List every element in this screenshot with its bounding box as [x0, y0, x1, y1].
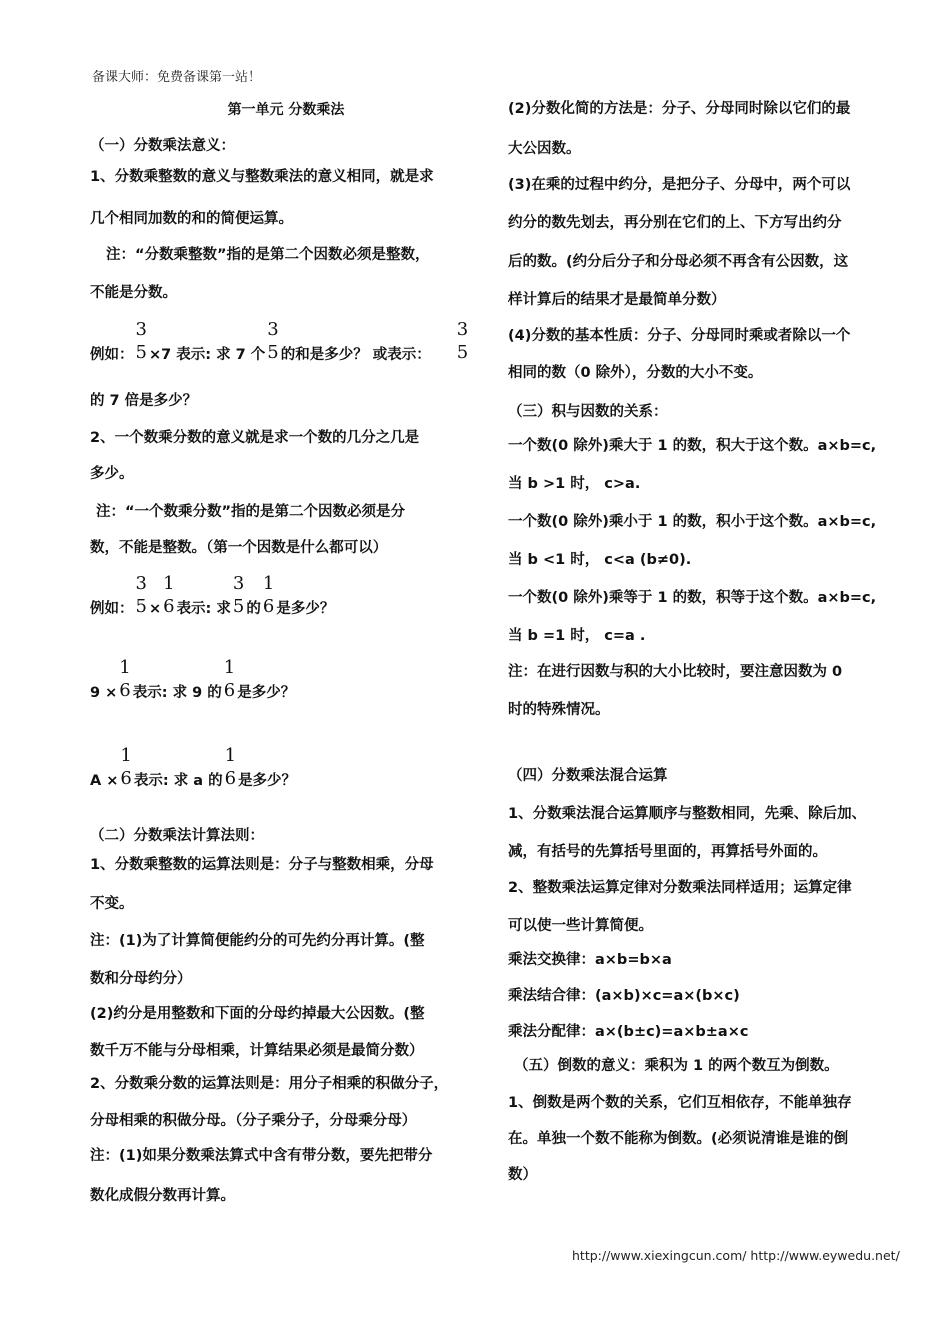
example-2: 例如： 3 5 × 1 6 表示: 求 3 5 的 1 6 是多少？ — [90, 573, 335, 617]
fraction-one-sixth: 1 6 — [163, 573, 175, 617]
relation-note-line-b: 时的特殊情况。 — [508, 702, 610, 718]
rule-2-note-line-b: 数化成假分数再计算。 — [90, 1188, 235, 1204]
fraction-three-fifths: 3 5 — [267, 319, 279, 363]
rule-1-note-line-a: 注：(1)为了计算简便能约分的可先约分再计算。(整 — [90, 933, 425, 949]
mixed-1-line-a: 1、分数乘法混合运算顺序与整数相同，先乘、除后加、 — [508, 806, 867, 822]
section-1-heading: （一）分数乘法意义： — [90, 138, 235, 154]
mixed-2-line-a: 2、整数乘法运算定律对分数乘法同样适用；运算定律 — [508, 880, 852, 896]
relation-2-line-a: 一个数(0 除外)乘小于 1 的数，积小于这个数。a×b=c, — [508, 514, 877, 530]
reciprocal-1-line-a: 1、倒数是两个数的关系，它们互相依存，不能单独存 — [508, 1095, 852, 1111]
relation-2-line-b: 当 b <1 时， c<a (b≠0). — [508, 552, 692, 568]
footer-links: http://www.xiexingcun.com/ http://www.eywedu.net/ — [572, 1248, 900, 1263]
meaning-1-line-b: 几个相同加数的和的简便运算。 — [90, 211, 293, 227]
note-3-line-a: (3)在乘的过程中约分，是把分子、分母中，两个可以 — [508, 177, 851, 193]
meaning-2-line-b: 多少。 — [90, 466, 134, 482]
fraction-three-fifths: 3 5 — [456, 319, 469, 363]
note-3-line-c: 后的数。(约分后分子和分母必须不再含有公因数，这 — [508, 254, 849, 270]
note-3-line-b: 约分的数先划去，再分别在它们的上、下方写出约分 — [508, 215, 842, 231]
rule-2-note-line-a: 注：(1)如果分数乘法算式中含有带分数，要先把带分 — [90, 1148, 433, 1164]
rule-1-line-a: 1、分数乘整数的运算法则是：分子与整数相乘，分母 — [90, 857, 434, 873]
note-1-line-b: 不能是分数。 — [90, 285, 177, 301]
note-2-simplify-line-b: 大公因数。 — [508, 141, 581, 157]
rule-1-note-2-line-b: 数千万不能与分母相乘，计算结果必须是最简分数） — [90, 1043, 424, 1059]
relation-note-line-a: 注：在进行因数与积的大小比较时，要注意因数为 0 — [508, 664, 843, 680]
rule-1-note-2-line-a: (2)约分是用整数和下面的分母约掉最大公因数。(整 — [90, 1006, 425, 1022]
section-5-heading: （五）倒数的意义：乘积为 1 的两个数互为倒数。 — [514, 1058, 839, 1074]
fraction-one-sixth: 1 6 — [119, 657, 131, 701]
rule-1-line-b: 不变。 — [90, 896, 134, 912]
meaning-2-line-a: 2、一个数乘分数的意义就是求一个数的几分之几是 — [90, 430, 420, 446]
note-4-line-a: (4)分数的基本性质：分子、分母同时乘或者除以一个 — [508, 328, 851, 344]
rule-2-line-b: 分母相乘的积做分母。（分子乘分子，分母乘分母） — [90, 1113, 417, 1129]
note-2-line-a: 注：“一个数乘分数”指的是第二个因数必须是分 — [96, 504, 406, 520]
example-3: 9 × 1 6 表示: 求 9 的 1 6 是多少？ — [90, 657, 296, 701]
note-1-line-a: 注：“分数乘整数”指的是第二个因数必须是整数， — [106, 247, 430, 263]
meaning-1-line-a: 1、分数乘整数的意义与整数乘法的意义相同，就是求 — [90, 169, 434, 185]
relation-1-line-b: 当 b >1 时， c>a. — [508, 476, 641, 492]
fraction-one-sixth: 1 6 — [223, 657, 236, 701]
note-2-line-b: 数，不能是整数。（第一个因数是什么都可以） — [90, 540, 388, 556]
rule-2-line-a: 2、分数乘分数的运算法则是：用分子相乘的积做分子， — [90, 1076, 449, 1092]
fraction-one-sixth: 1 6 — [224, 745, 237, 789]
example-1: 例如： 3 5 ×7 表示: 求 7 个 3 5 的和是多少？ 或表示： 3 5 — [90, 319, 469, 363]
left-column — [90, 96, 482, 1212]
reciprocal-1-line-c: 数） — [508, 1167, 537, 1183]
right-column — [508, 96, 900, 1194]
page-header: 备课大师：免费备课第一站！ — [92, 70, 262, 85]
commutative-law: 乘法交换律：a×b=b×a — [508, 952, 672, 968]
relation-1-line-a: 一个数(0 除外)乘大于 1 的数，积大于这个数。a×b=c, — [508, 438, 877, 454]
fraction-three-fifths: 3 5 — [135, 573, 147, 617]
note-3-line-d: 样计算后的结果才是最简单分数） — [508, 292, 726, 308]
example-4: A × 1 6 表示: 求 a 的 1 6 是多少？ — [90, 745, 297, 789]
mixed-2-line-b: 可以使一些计算简便。 — [508, 918, 653, 934]
fraction-three-fifths: 3 5 — [135, 319, 147, 363]
unit-title: 第一单元 分数乘法 — [227, 102, 345, 118]
relation-3-line-a: 一个数(0 除外)乘等于 1 的数，积等于这个数。a×b=c, — [508, 590, 877, 606]
example-1-continued: 的 7 倍是多少？ — [90, 393, 198, 409]
rule-1-note-line-b: 数和分母约分） — [90, 971, 192, 987]
reciprocal-1-line-b: 在。单独一个数不能称为倒数。(必须说清谁是谁的倒 — [508, 1131, 849, 1147]
note-2-simplify-line-a: (2)分数化简的方法是：分子、分母同时除以它们的最 — [508, 101, 851, 117]
relation-3-line-b: 当 b =1 时， c=a . — [508, 628, 646, 644]
note-4-line-b: 相同的数（0 除外），分数的大小不变。 — [508, 365, 763, 381]
section-4-heading: （四）分数乘法混合运算 — [508, 768, 668, 784]
section-3-heading: （三）积与因数的关系： — [508, 404, 668, 420]
fraction-three-fifths: 3 5 — [232, 573, 245, 617]
associative-law: 乘法结合律：(a×b)×c=a×(b×c) — [508, 988, 740, 1004]
fraction-one-sixth: 1 6 — [262, 573, 275, 617]
fraction-one-sixth: 1 6 — [120, 745, 132, 789]
mixed-1-line-b: 减，有括号的先算括号里面的，再算括号外面的。 — [508, 844, 827, 860]
section-2-heading: （二）分数乘法计算法则： — [90, 828, 264, 844]
distributive-law: 乘法分配律：a×(b±c)=a×b±a×c — [508, 1024, 749, 1040]
